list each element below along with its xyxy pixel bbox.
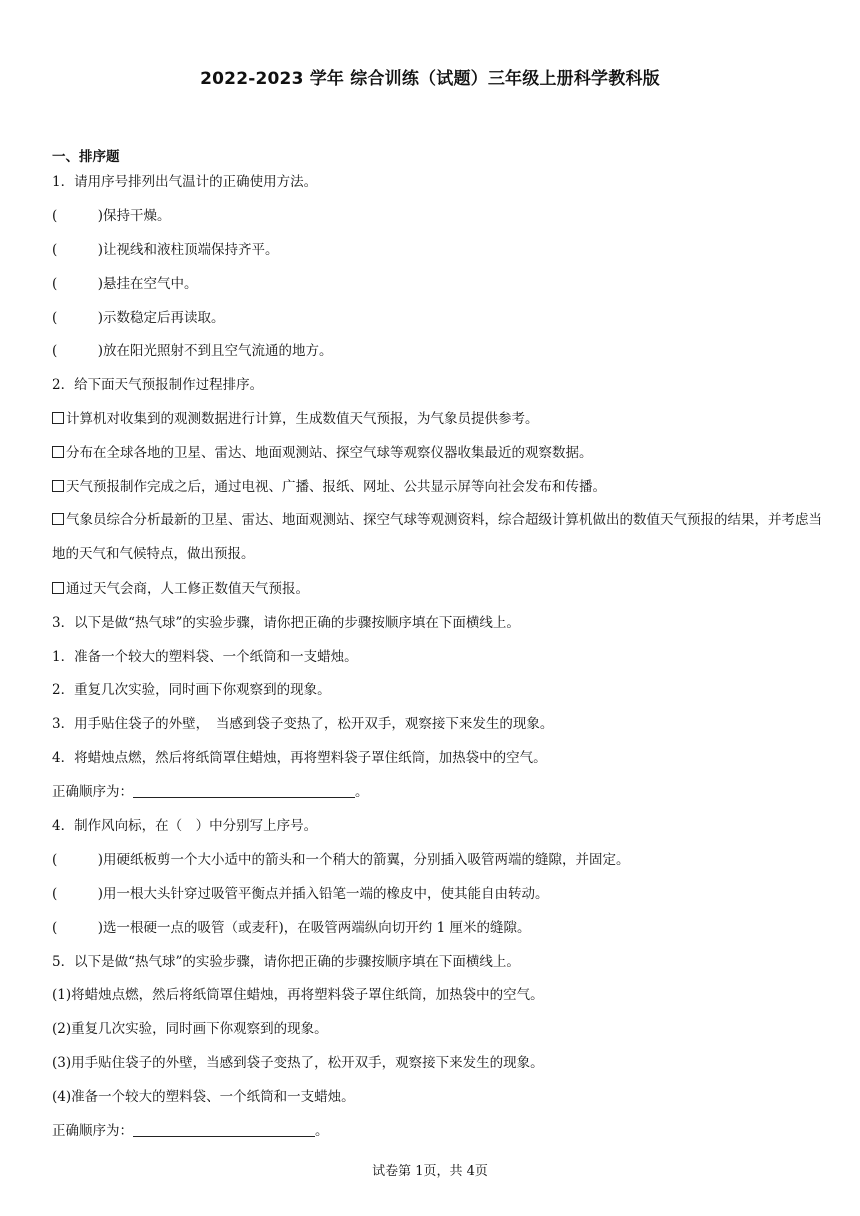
answer-blank[interactable]	[133, 783, 355, 798]
question-2-item-text: 气象员综合分析最新的卫星、雷达、地面观测站、探空气球等观测资料，综合超级计算机做出的数值天气预报的结果，并考虑当地的天气和气候特点，做出预报。	[52, 511, 822, 562]
question-2-item-text: 计算机对收集到的观测数据进行计算，生成数值天气预报，为气象员提供参考。	[66, 411, 539, 428]
answer-end: 。	[315, 1122, 329, 1139]
question-1-prompt: 1．请用序号排列出气温计的正确使用方法。	[52, 174, 318, 190]
checkbox-icon	[52, 480, 64, 492]
question-5-prompt: 5．以下是做“热气球”的实验步骤，请你把正确的步骤按顺序填在下面横线上。	[52, 953, 520, 970]
question-3-step: 3．用手贴住袋子的外壁， 当感到袋子变热了，松开双手，观察接下来发生的现象。	[52, 716, 554, 733]
questions	[52, 172, 822, 1155]
question-1-item: ( )让视线和液柱顶端保持齐平。	[52, 241, 279, 258]
question-5-step: (1)将蜡烛点燃，然后将纸筒罩住蜡烛，再将塑料袋子罩住纸筒，加热袋中的空气。	[52, 987, 544, 1004]
question-3-answer	[52, 782, 822, 816]
checkbox-icon	[52, 412, 64, 424]
question-2-item-text: 通过天气会商，人工修正数值天气预报。	[66, 580, 309, 597]
question-5-step: (2)重复几次实验，同时画下你观察到的现象。	[52, 1021, 328, 1038]
question-5-step: (4)准备一个较大的塑料袋、一个纸筒和一支蜡烛。	[52, 1089, 355, 1106]
checkbox-icon	[52, 446, 64, 458]
answer-blank[interactable]	[133, 1122, 315, 1137]
question-2-item	[52, 579, 822, 613]
question-3-step: 4．将蜡烛点燃，然后将纸筒罩住蜡烛，再将塑料袋子罩住纸筒，加热袋中的空气。	[52, 750, 547, 767]
page-footer: 试卷第 1页，共 4页	[372, 1164, 488, 1179]
question-1-item: ( )悬挂在空气中。	[52, 275, 198, 292]
question-5-answer	[52, 1121, 822, 1155]
question-4-item: ( )用硬纸板剪一个大小适中的箭头和一个稍大的箭翼，分别插入吸管两端的缝隙，并固定。	[52, 851, 630, 868]
document-title: 2022-2023 学年 综合训练（试题）三年级上册科学教科版	[200, 69, 660, 89]
question-1-item: ( )保持干燥。	[52, 207, 171, 224]
question-2-item	[52, 409, 822, 443]
question-2-item-text: 分布在全球各地的卫星、雷达、地面观测站、探空气球等观察仪器收集最近的观察数据。	[66, 445, 593, 462]
question-3-prompt: 3．以下是做“热气球”的实验步骤，请你把正确的步骤按顺序填在下面横线上。	[52, 614, 520, 631]
question-2-item-text: 天气预报制作完成之后，通过电视、广播、报纸、网址、公共显示屏等向社会发布和传播。	[66, 479, 606, 496]
question-4-item: ( )用一根大头针穿过吸管平衡点并插入铅笔一端的橡皮中，使其能自由转动。	[52, 885, 549, 902]
question-4-prompt: 4．制作风向标，在（ ）中分别写上序号。	[52, 817, 318, 834]
question-1-item: ( )示数稳定后再读取。	[52, 309, 225, 326]
answer-label: 正确顺序为：	[52, 784, 133, 801]
question-5-step: (3)用手贴住袋子的外壁，当感到袋子变热了，松开双手，观察接下来发生的现象。	[52, 1055, 544, 1072]
question-3-step: 2．重复几次实验，同时画下你观察到的现象。	[52, 682, 331, 699]
question-2-item	[52, 504, 822, 572]
question-3-step: 1．准备一个较大的塑料袋、一个纸筒和一支蜡烛。	[52, 648, 358, 665]
answer-end: 。	[355, 784, 369, 801]
question-1-item: ( )放在阳光照射不到且空气流通的地方。	[52, 343, 333, 360]
question-4-item: ( )选一根硬一点的吸管（或麦秆)，在吸管两端纵向切开约 1 厘米的缝隙。	[52, 919, 531, 936]
question-2-prompt: 2．给下面天气预报制作过程排序。	[52, 377, 264, 394]
checkbox-icon	[52, 582, 64, 594]
section-heading: 一、排序题	[52, 149, 120, 165]
answer-label: 正确顺序为：	[52, 1122, 133, 1139]
question-2-item	[52, 443, 822, 477]
checkbox-icon	[52, 513, 64, 525]
